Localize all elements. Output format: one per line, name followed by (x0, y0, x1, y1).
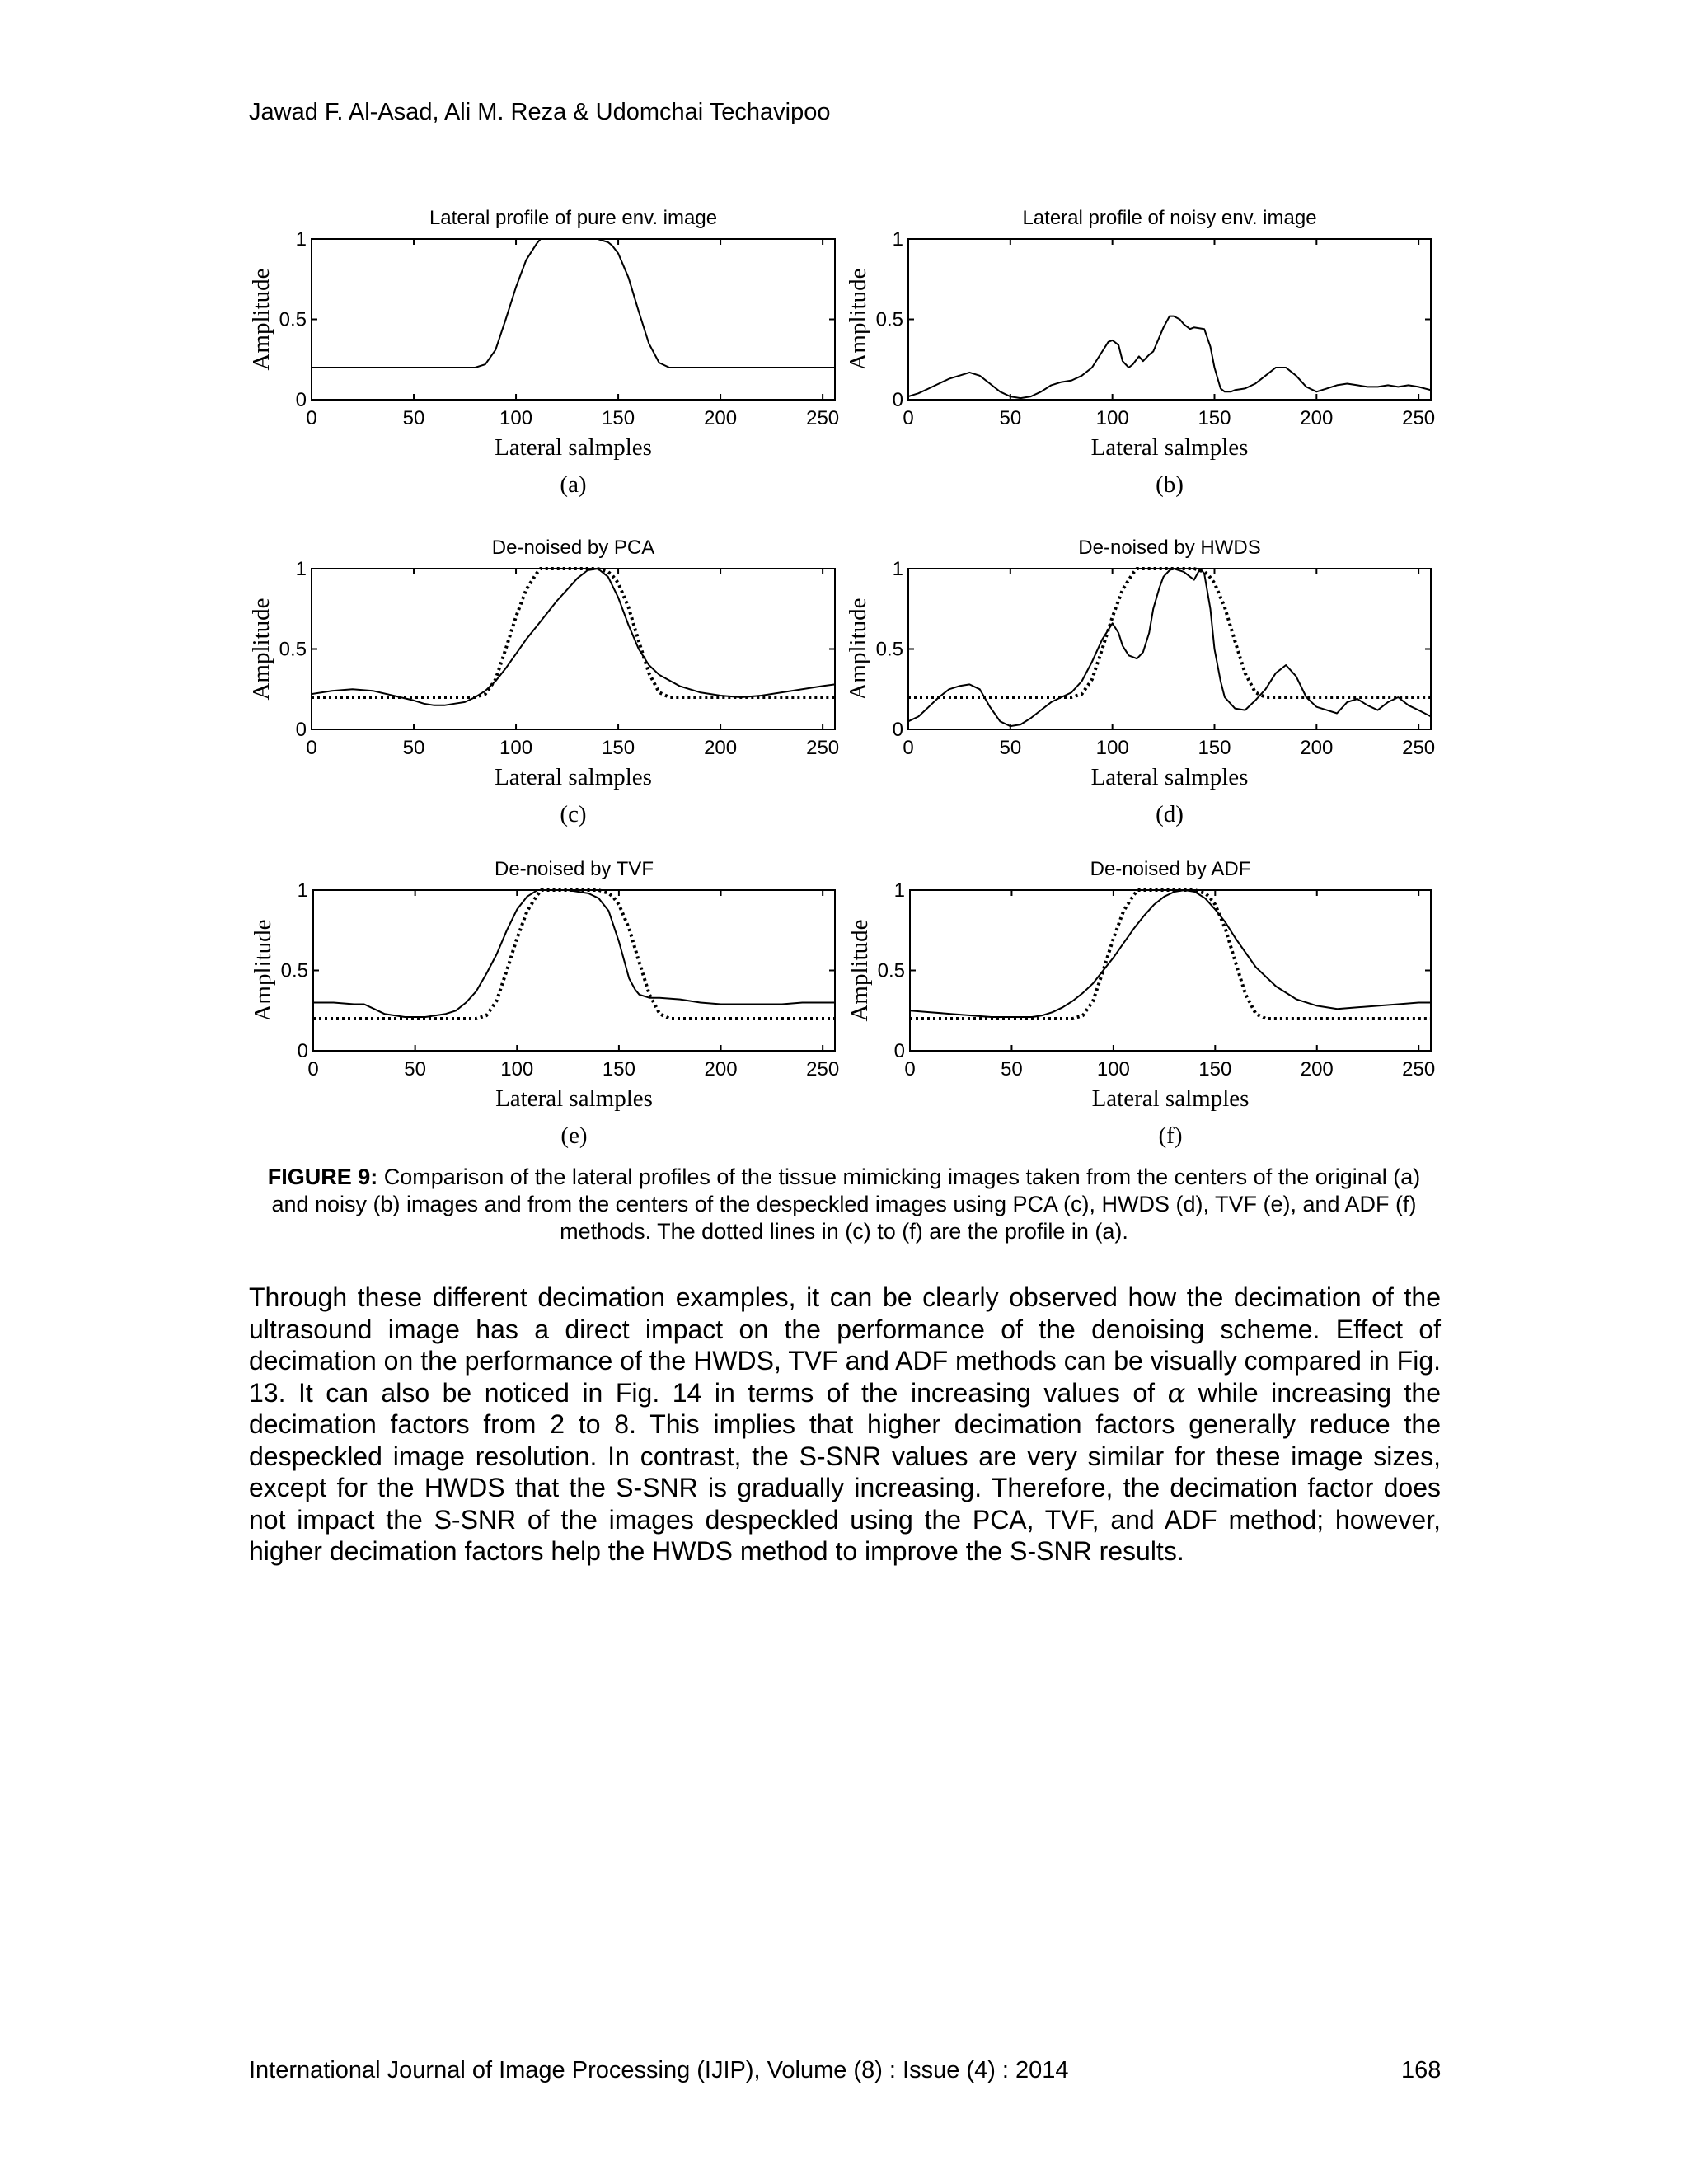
x-tick-label: 200 (704, 1058, 738, 1080)
x-tick-label: 0 (306, 737, 317, 759)
subplot-a (248, 207, 839, 498)
y-tick-label: 0.5 (279, 638, 307, 661)
figure-caption (247, 1164, 1441, 1245)
subplot-c (248, 537, 839, 827)
x-tick-label: 250 (806, 1058, 840, 1080)
x-tick-label: 250 (1402, 737, 1436, 759)
body-paragraph (249, 1282, 1441, 1568)
x-tick-label: 200 (1300, 1058, 1334, 1080)
running-header: Jawad F. Al-Asad, Ali M. Reza & Udomchai Techavipoo (249, 99, 831, 125)
x-tick-label: 150 (602, 737, 635, 759)
series-line-solid (312, 239, 835, 368)
series-line-reference-dotted (312, 569, 835, 697)
series-line-solid (908, 316, 1431, 399)
y-tick-label: 1 (295, 228, 307, 251)
y-tick-label: 0.5 (279, 308, 307, 331)
x-tick-label: 0 (306, 407, 317, 429)
x-tick-label: 100 (1095, 737, 1129, 759)
plot-frame (313, 890, 835, 1051)
series-line-solid (312, 569, 835, 705)
x-axis-label: Lateral salmples (1091, 1085, 1250, 1112)
y-tick-label: 0 (297, 1040, 308, 1062)
caption-text: Comparison of the lateral profiles of the tissue mimicking images taken from the centers of the original (a) and noisy (b) images and from the centers of the despeckled images using PCA (c), HWDS (d), TVF (e), and ADF (f) methods. The dotted lines in (c) to (f) are the profile in (a). (271, 1165, 1421, 1244)
y-tick-label: 0.5 (877, 959, 905, 982)
x-tick-label: 150 (1198, 1058, 1232, 1080)
x-axis-label: Lateral salmples (1090, 764, 1249, 790)
subfigure-label: (b) (1156, 471, 1184, 498)
y-tick-label: 0 (295, 719, 307, 741)
plot-title: De-noised by PCA (491, 537, 655, 559)
plot-frame (908, 569, 1431, 729)
y-tick-label: 0.5 (280, 959, 308, 982)
plot-title: De-noised by ADF (1090, 858, 1251, 880)
x-tick-label: 250 (1402, 407, 1436, 429)
x-tick-label: 50 (402, 737, 425, 759)
x-tick-label: 100 (1096, 1058, 1130, 1080)
plot-frame (312, 569, 835, 729)
x-axis-label: Lateral salmples (495, 1085, 653, 1112)
y-tick-label: 1 (893, 879, 905, 902)
page-number: 168 (1401, 2057, 1442, 2083)
y-tick-label: 1 (295, 558, 307, 580)
x-tick-label: 250 (1402, 1058, 1436, 1080)
plot-frame (312, 239, 835, 400)
series-line-reference-dotted (313, 890, 835, 1019)
y-tick-label: 0 (893, 1040, 905, 1062)
subplot-e (250, 858, 839, 1149)
paragraph-part-2: while increasing the decimation factors from 2 to 8. This implies that higher decimation factors generally reduce the despeckled image resolution. In contrast, the S-SNR values are very similar for these image sizes, except for the HWDS that the S-SNR is gradually increasing. Therefore, the decimation factor does not impact the S-SNR of the images despeckled using the PCA, TVF, and ADF method; however, higher decimation factors help the HWDS method to improve the S-SNR results. (249, 1377, 1442, 1566)
paragraph-part-1: Through these different decimation examples, it can be clearly observed how the decimation of the ultrasound image has a direct impact on the performance of the denoising scheme. Effect of decimation on the performance of the HWDS, TVF and ADF methods can be visually compared in Fig. 13. It can also be noticed in Fig. 14 in terms of the increasing values of (249, 1282, 1441, 1408)
y-tick-label: 0.5 (875, 638, 903, 661)
y-tick-label: 1 (892, 558, 903, 580)
x-tick-label: 100 (1095, 407, 1129, 429)
x-tick-label: 250 (806, 737, 840, 759)
x-tick-label: 100 (500, 1058, 534, 1080)
y-tick-label: 0 (892, 389, 903, 411)
x-tick-label: 50 (999, 737, 1022, 759)
x-tick-label: 250 (806, 407, 840, 429)
x-tick-label: 0 (903, 737, 914, 759)
y-axis-label: Amplitude (846, 919, 873, 1022)
subfigure-label: (d) (1156, 801, 1184, 827)
plot-frame (908, 239, 1431, 400)
x-tick-label: 0 (904, 1058, 916, 1080)
x-tick-label: 50 (1001, 1058, 1023, 1080)
plot-title: Lateral profile of pure env. image (429, 207, 718, 229)
x-tick-label: 0 (307, 1058, 319, 1080)
plot-frame (910, 890, 1431, 1051)
x-tick-label: 100 (499, 737, 533, 759)
subplot-d (845, 537, 1435, 827)
x-tick-label: 150 (1198, 407, 1231, 429)
y-tick-label: 0 (295, 389, 307, 411)
y-axis-label: Amplitude (248, 598, 274, 701)
series-line-reference-dotted (910, 890, 1431, 1019)
plot-title: Lateral profile of noisy env. image (1022, 207, 1317, 229)
x-tick-label: 0 (903, 407, 914, 429)
x-tick-label: 200 (1300, 407, 1334, 429)
y-axis-label: Amplitude (248, 268, 274, 371)
y-tick-label: 1 (892, 228, 903, 251)
series-line-solid (910, 890, 1431, 1017)
x-axis-label: Lateral salmples (495, 764, 652, 790)
x-tick-label: 200 (704, 737, 738, 759)
subfigure-label: (a) (560, 471, 587, 498)
x-tick-label: 200 (1300, 737, 1334, 759)
subfigure-label: (f) (1158, 1122, 1183, 1149)
x-axis-label: Lateral salmples (1090, 434, 1249, 461)
plot-title: De-noised by TVF (495, 858, 654, 880)
x-tick-label: 150 (602, 407, 635, 429)
y-axis-label: Amplitude (250, 919, 276, 1022)
series-line-solid (908, 569, 1431, 726)
y-axis-label: Amplitude (845, 598, 871, 701)
series-line-reference-dotted (908, 569, 1431, 697)
subplot-f (846, 858, 1435, 1149)
x-tick-label: 100 (499, 407, 533, 429)
subfigure-label: (e) (560, 1122, 588, 1149)
subplot-b (845, 207, 1435, 498)
footer-journal: International Journal of Image Processing (IJIP), Volume (8) : Issue (4) : 2014 (249, 2057, 1069, 2083)
x-axis-label: Lateral salmples (495, 434, 652, 461)
x-tick-label: 150 (1198, 737, 1231, 759)
y-tick-label: 1 (297, 879, 308, 902)
plot-title: De-noised by HWDS (1078, 537, 1261, 559)
x-tick-label: 200 (704, 407, 738, 429)
series-line-solid (313, 890, 835, 1017)
x-tick-label: 50 (999, 407, 1022, 429)
alpha-symbol: α (1167, 1376, 1186, 1408)
y-tick-label: 0 (892, 719, 903, 741)
x-tick-label: 50 (402, 407, 425, 429)
subfigure-label: (c) (560, 801, 587, 827)
y-axis-label: Amplitude (845, 268, 871, 371)
x-tick-label: 50 (404, 1058, 426, 1080)
x-tick-label: 150 (602, 1058, 635, 1080)
y-tick-label: 0.5 (875, 308, 903, 331)
caption-label: FIGURE 9: (267, 1165, 378, 1189)
